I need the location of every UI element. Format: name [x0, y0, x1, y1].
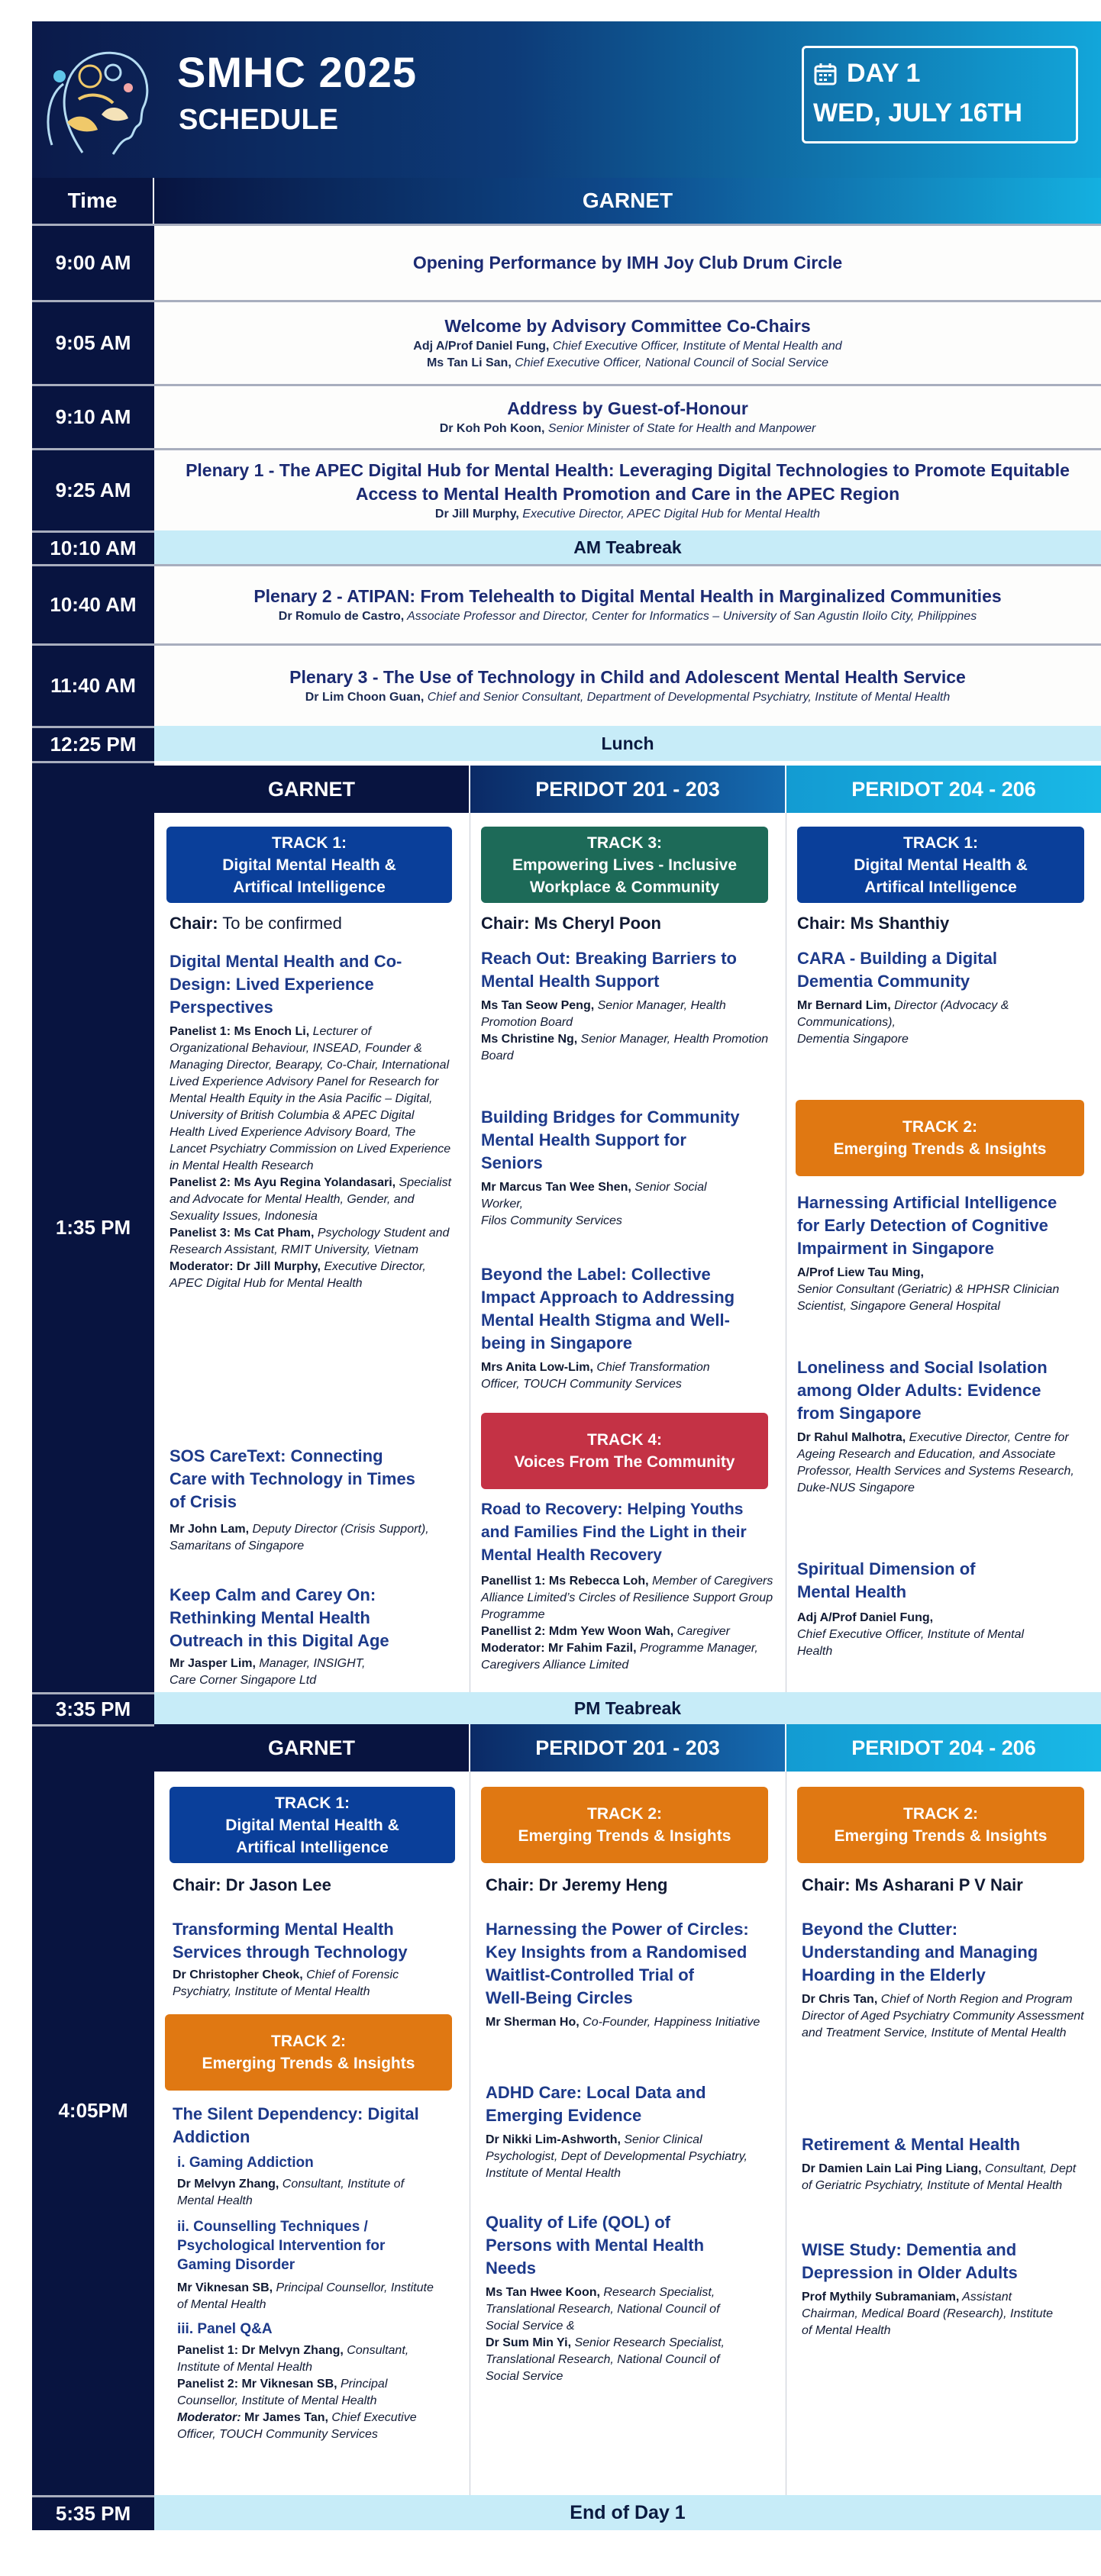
session-details: A/Prof Liew Tau Ming, Senior Consultant (Geriatric) & HPHSR Clinician Scientist, Singapore General Hospital [797, 1266, 1060, 1313]
track-line: TRACK 1: [903, 833, 978, 852]
session-title: Harnessing Artificial Intelligence for Early Detection of Cognitive Impairment in Singapore [797, 1193, 1057, 1258]
session-details: Dr Damien Lain Lai Ping Liang, Consultant, Dept of Geriatric Psychiatry, Institute of Mental Health [802, 2162, 1077, 2192]
conference-title: SMHC 2025 [177, 48, 418, 96]
garnet-column [154, 813, 470, 1692]
schedule-subtitle: SCHEDULE [179, 104, 339, 136]
track-line: Artifical Intelligence [233, 878, 386, 896]
day-date-box [802, 46, 1078, 143]
track-line: TRACK 2: [902, 1118, 977, 1136]
agenda-row [154, 224, 1101, 300]
agenda-row [154, 384, 1101, 448]
speaker-line: Ms Tan Li San, Chief Executive Officer, National Council of Social Service [426, 356, 829, 369]
track-line: Artifical Intelligence [864, 878, 1017, 896]
session-title: Retirement & Mental Health [802, 2135, 1021, 2154]
track-line: TRACK 4: [587, 1431, 662, 1449]
session-details: Prof Mythily Subramaniam, Assistant Chairman, Medical Board (Research), Institute of Mental Health [802, 2291, 1054, 2337]
agenda-row [154, 300, 1101, 384]
session-details: Dr Rahul Malhotra, Executive Director, Centre for Ageing Research and Education, and Associate Professor, Health Services and Systems Research, Duke-NUS Singapore [797, 1431, 1074, 1494]
session-title: WISE Study: Dementia and Depression in Older Adults [802, 2240, 1018, 2282]
session-details: Mr Viknesan SB, Principal Counsellor, Institute of Mental Health [177, 2281, 434, 2311]
day-label: DAY 1 [847, 59, 921, 88]
track-3-label [481, 827, 768, 903]
session-title: Welcome by Advisory Committee Co-Chairs [444, 316, 811, 336]
garnet-column [154, 1772, 470, 2495]
chair-line: Chair: Dr Jason Lee [173, 1875, 331, 1894]
session-details: Mr Jasper Lim, Manager, INSIGHT, Care Corner Singapore Ltd [170, 1657, 366, 1687]
session-title-cont: Access to Mental Health Promotion and Care in the APEC Region [355, 483, 900, 504]
chair-line: Chair: To be confirmed [170, 914, 342, 933]
session-details: Panelist 1: Ms Enoch Li, Lecturer of Organizational Behaviour, INSEAD, Founder & Managing Director, Bearapy, Co-Chair, International Lived Experience Advisory Panel for Research for Mental Health Equity in the Asia Pacific – Digital, University of British Columbia & APEC Digital Health Lived Experience Advisory Board, The Lancet Psychiatry Commission on Lived Experience in Mental Health Research Panelist 2: Ms Ayu Regina Yolandasari, Specialist and Advocate for Mental Health, Gender, and Sexuality Issues, Indonesia Panelist 3: Ms Cat Pham, Psychology Student and Research Assistant, RMIT University, Vietnam Moderator: Dr Jill Murphy, Executive Director, APEC Digital Hub for Mental Health [170, 1025, 452, 1290]
peridot-204-column [786, 813, 1101, 1692]
track-line: Digital Mental Health & [225, 1816, 399, 1834]
subsession-title: ii. Counselling Techniques / Psychological Intervention for Gaming Disorder [177, 2219, 386, 2273]
agenda-row [154, 448, 1101, 530]
session-title: Transforming Mental Health Services through Technology [173, 1920, 408, 1962]
session-details: Mr John Lam, Deputy Director (Crisis Support), Samaritans of Singapore [170, 1523, 429, 1552]
session-details: Panellist 1: Ms Rebecca Loh, Member of Caregivers Alliance Limited’s Circles of Resilience Support Group Programme Panellist 2: Mdm Yew Woon Wah, Caregiver Moderator: Mr Fahim Fazil, Programme Manager, Caregivers Alliance Limited [481, 1575, 773, 1672]
schedule-page [32, 21, 1101, 2576]
session-title: Quality of Life (QOL) of Persons with Mental Health Needs [486, 2213, 705, 2278]
session-title: Address by Guest-of-Honour [507, 398, 748, 418]
time-cell: 11:40 AM [32, 643, 154, 726]
session-details: Adj A/Prof Daniel Fung, Chief Executive Officer, Institute of Mental Health [797, 1611, 1025, 1658]
chair-line: Chair: Dr Jeremy Heng [486, 1875, 668, 1894]
pm-teabreak-band: PM Teabreak [154, 1692, 1101, 1724]
session-title: Building Bridges for Community Mental Health Support for Seniors [481, 1107, 740, 1172]
session-details: Mr Marcus Tan Wee Shen, Senior Social Worker, Filos Community Services [481, 1181, 707, 1227]
time-cell: 9:25 AM [32, 448, 154, 530]
time-cell: 9:00 AM [32, 224, 154, 300]
speaker-line: Dr Lim Choon Guan, Chief and Senior Consultant, Department of Developmental Psychiatry, Institute of Mental Health [305, 691, 951, 704]
time-cell: 9:10 AM [32, 384, 154, 448]
session-title: ADHD Care: Local Data and Emerging Evidence [486, 2083, 706, 2125]
track-line: Emerging Trends & Insights [833, 1140, 1047, 1158]
track-1-label [170, 1787, 455, 1863]
track-1-label [797, 827, 1084, 903]
column-header-peridot-201: PERIDOT 201 - 203 [470, 766, 785, 813]
column-header-peridot-201: PERIDOT 201 - 203 [470, 1724, 785, 1772]
session-details: Dr Melvyn Zhang, Consultant, Institute of Mental Health [177, 2178, 405, 2207]
time-cell: 5:35 PM [32, 2495, 154, 2530]
session-title: Road to Recovery: Helping Youths and Families Find the Light in their Mental Health Recovery [481, 1501, 747, 1564]
track-line: Artifical Intelligence [236, 1838, 389, 1856]
session-title: Keep Calm and Carey On: Rethinking Mental Health Outreach in this Digital Age [170, 1585, 389, 1650]
session-title: Opening Performance by IMH Joy Club Drum Circle [412, 253, 843, 272]
speaker-line: Dr Jill Murphy, Executive Director, APEC Digital Hub for Mental Health [434, 507, 821, 521]
track-line: Workplace & Community [529, 878, 720, 896]
peridot-201-column [470, 1772, 786, 2495]
track-4-label [481, 1413, 768, 1489]
session-title: Plenary 1 - The APEC Digital Hub for Mental Health: Leveraging Digital Technologies to Promote Equitable [186, 459, 1070, 480]
column-header-garnet: GARNET [154, 1724, 469, 1772]
session-title: Reach Out: Breaking Barriers to Mental Health Support [481, 949, 737, 991]
time-cell: 1:35 PM [32, 761, 154, 1692]
speaker-line: Adj A/Prof Daniel Fung, Chief Executive Officer, Institute of Mental Health and [413, 340, 842, 353]
track-line: TRACK 2: [903, 1805, 978, 1823]
track-line: Emerging Trends & Insights [518, 1827, 731, 1845]
track-line: Voices From The Community [514, 1453, 735, 1471]
subsession-title: iii. Panel Q&A [177, 2321, 273, 2337]
track-1-label [166, 827, 452, 903]
time-column-header: Time [32, 178, 153, 224]
lunch-band: Lunch [154, 726, 1101, 761]
session-details: Dr Chris Tan, Chief of North Region and Program Director of Aged Psychiatry Community Assessment and Treatment Service, Institute of Mental Health [802, 1993, 1084, 2039]
session-details: Ms Tan Hwee Koon, Research Specialist, Translational Research, National Council of Social Service & Dr Sum Min Yi, Senior Research Specialist, Translational Research, National Council of Social Service [486, 2286, 725, 2383]
time-cell: 10:40 AM [32, 564, 154, 643]
track-line: TRACK 3: [587, 833, 662, 852]
session-title: The Silent Dependency: Digital Addiction [173, 2104, 419, 2146]
track-line: TRACK 1: [272, 833, 347, 852]
time-cell: 9:05 AM [32, 300, 154, 384]
session-details: Dr Christopher Cheok, Chief of Forensic Psychiatry, Institute of Mental Health [173, 1968, 399, 1998]
session-details: Dr Nikki Lim-Ashworth, Senior Clinical Psychologist, Dept of Developmental Psychiatry, Institute of Mental Health [486, 2133, 747, 2180]
track-line: Digital Mental Health & [222, 856, 396, 874]
session-title: Plenary 3 - The Use of Technology in Child and Adolescent Mental Health Service [289, 667, 966, 687]
column-header-peridot-204: PERIDOT 204 - 206 [786, 1724, 1101, 1772]
speaker-line: Dr Koh Poh Koon, Senior Minister of State for Health and Manpower [439, 422, 816, 435]
end-of-day-band: End of Day 1 [154, 2495, 1101, 2530]
header-banner [32, 21, 1101, 178]
session-title: Loneliness and Social Isolation among Older Adults: Evidence from Singapore [797, 1358, 1048, 1423]
column-header-garnet: GARNET [154, 766, 469, 813]
agenda-row [154, 564, 1101, 643]
time-cell: 4:05PM [32, 1724, 154, 2495]
am-teabreak-band: AM Teabreak [154, 530, 1101, 564]
session-details: Ms Tan Seow Peng, Senior Manager, Health Promotion Board Ms Christine Ng, Senior Manager, Health Promotion Board [481, 999, 769, 1062]
mental-health-head-logo [37, 31, 174, 168]
session-details: Mrs Anita Low-Lim, Chief Transformation Officer, TOUCH Community Services [481, 1361, 710, 1391]
time-cell: 3:35 PM [32, 1692, 154, 1724]
track-line: TRACK 2: [271, 2033, 346, 2050]
session-title: Harnessing the Power of Circles: Key Insights from a Randomised Waitlist-Controlled Trial of Well-Being Circles [486, 1920, 749, 2007]
time-cell: 12:25 PM [32, 726, 154, 761]
venue-header: GARNET [154, 178, 1101, 224]
track-line: TRACK 2: [587, 1805, 662, 1823]
track-line: TRACK 1: [275, 1794, 350, 1812]
speaker-line: Dr Romulo de Castro, Associate Professor and Director, Center for Informatics – University of San Agustin Iloilo City, Philippines [278, 610, 977, 623]
track-line: Empowering Lives - Inclusive [512, 856, 738, 874]
track-2-label [797, 1787, 1084, 1863]
time-cell: 10:10 AM [32, 530, 154, 564]
session-title: Spiritual Dimension of Mental Health [797, 1559, 976, 1601]
session-details: Panelist 1: Dr Melvyn Zhang, Consultant, Institute of Mental Health Panelist 2: Mr Viknesan SB, Principal Counsellor, Institute of Mental Health Moderator: Mr James Tan, Chief Executive Officer, TOUCH Community Services [177, 2344, 417, 2441]
calendar-icon [813, 62, 838, 86]
session-title: Plenary 2 - ATIPAN: From Telehealth to Digital Mental Health in Marginalized Communities [253, 586, 1002, 606]
subsession-title: i. Gaming Addiction [177, 2155, 314, 2171]
column-header-peridot-204: PERIDOT 204 - 206 [786, 766, 1101, 813]
chair-line: Chair: Ms Shanthiy [797, 914, 950, 933]
peridot-201-column [470, 813, 786, 1692]
session-title: Beyond the Clutter: Understanding and Managing Hoarding in the Elderly [802, 1920, 1038, 1984]
session-details: Mr Bernard Lim, Director (Advocacy & Communications), Dementia Singapore [797, 999, 1009, 1046]
date-label: WED, JULY 16TH [813, 98, 1022, 127]
track-2-label [165, 2014, 452, 2091]
track-line: Emerging Trends & Insights [834, 1827, 1048, 1845]
track-2-label [481, 1787, 768, 1863]
track-2-label [796, 1100, 1084, 1176]
agenda-row [154, 643, 1101, 726]
session-title: Beyond the Label: Collective Impact Approach to Addressing Mental Health Stigma and Well- being in Singapore [481, 1265, 735, 1352]
session-title: SOS CareText: Connecting Care with Technology in Times of Crisis [170, 1446, 415, 1511]
session-title: CARA - Building a Digital Dementia Community [797, 949, 997, 991]
chair-line: Chair: Ms Cheryl Poon [481, 914, 661, 933]
peridot-204-column [786, 1772, 1101, 2495]
track-line: Digital Mental Health & [854, 856, 1028, 874]
session-title: Digital Mental Health and Co- Design: Lived Experience Perspectives [170, 952, 402, 1017]
chair-line: Chair: Ms Asharani P V Nair [802, 1875, 1023, 1894]
track-line: Emerging Trends & Insights [202, 2055, 415, 2072]
session-details: Mr Sherman Ho, Co-Founder, Happiness Initiative [486, 2016, 760, 2029]
